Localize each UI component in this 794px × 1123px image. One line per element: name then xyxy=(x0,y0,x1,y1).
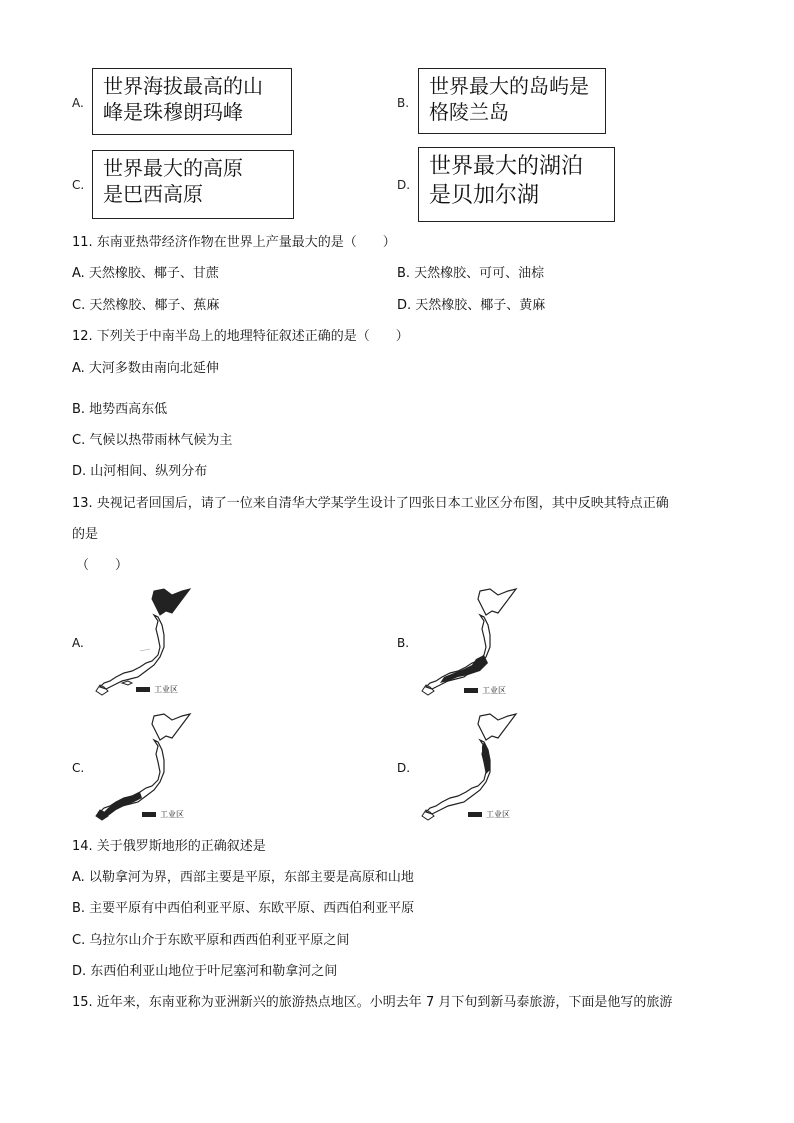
map-b-legend xyxy=(464,685,506,696)
option-b-line2: 格陵兰岛 xyxy=(429,100,509,124)
q15-stem: 15. 近年来，东南亚称为亚洲新兴的旅游热点地区。小明去年 7 月下旬到新马泰旅游，下面是他写的旅游 xyxy=(72,995,673,1010)
map-b-legend-label: 工业区 xyxy=(482,686,506,695)
map-a-legend-label: 工业区 xyxy=(154,685,178,694)
japan-map-d xyxy=(418,710,528,822)
map-c-legend-label: 工业区 xyxy=(160,810,184,819)
q14-option-d[interactable]: D. 东西伯利亚山地位于叶尼塞河和勒拿河之间 xyxy=(72,964,338,979)
q14-stem: 14. 关于俄罗斯地形的正确叙述是 xyxy=(72,839,266,854)
option-c-box[interactable] xyxy=(92,150,294,219)
option-d-letter: D. xyxy=(397,178,411,192)
q14-option-a[interactable]: A. 以勒拿河为界，西部主要是平原，东部主要是高原和山地 xyxy=(72,870,414,885)
q12-option-d[interactable]: D. 山河相间、纵列分布 xyxy=(72,464,208,479)
q11-option-a[interactable]: A. 天然橡胶、椰子、甘蔗 xyxy=(72,266,219,281)
q11-stem: 11. 东南亚热带经济作物在世界上产量最大的是（ ） xyxy=(72,235,396,250)
q12-option-a[interactable]: A. 大河多数由南向北延伸 xyxy=(72,361,219,376)
map-c-legend xyxy=(142,809,184,820)
map-a-letter: A. xyxy=(72,636,84,650)
q13-stem-line2: 的是 xyxy=(72,527,99,542)
option-a-box[interactable] xyxy=(92,68,292,135)
option-c-letter: C. xyxy=(72,178,85,192)
map-d-legend-label: 工业区 xyxy=(486,810,510,819)
option-c-line2: 是巴西高原 xyxy=(103,182,203,206)
map-c-letter: C. xyxy=(72,761,85,775)
map-a-legend xyxy=(136,684,178,695)
option-a-line2: 峰是珠穆朗玛峰 xyxy=(103,100,243,124)
japan-map-c xyxy=(92,710,202,822)
option-d-line1: 世界最大的湖泊 xyxy=(429,154,584,179)
q13-stem-line3: （ ） xyxy=(76,558,129,573)
legend-swatch-icon xyxy=(464,688,478,693)
map-d-legend xyxy=(468,809,510,820)
map-d-letter: D. xyxy=(397,761,411,775)
option-b-box[interactable] xyxy=(418,68,606,134)
option-b-letter: B. xyxy=(397,96,410,110)
map-a[interactable] xyxy=(92,585,202,697)
q11-option-b[interactable]: B. 天然橡胶、可可、油棕 xyxy=(397,266,545,281)
q12-option-b[interactable]: B. 地势西高东低 xyxy=(72,402,168,417)
q14-option-b[interactable]: B. 主要平原有中西伯利亚平原、东欧平原、西西伯利亚平原 xyxy=(72,901,415,916)
option-a-line1: 世界海拔最高的山 xyxy=(103,74,263,98)
q11-option-c[interactable]: C. 天然橡胶、椰子、蕉麻 xyxy=(72,298,220,313)
option-a-letter: A. xyxy=(72,96,84,110)
japan-map-a xyxy=(92,585,202,697)
q12-stem: 12. 下列关于中南半岛上的地理特征叙述正确的是（ ） xyxy=(72,329,409,344)
map-b[interactable] xyxy=(418,585,528,697)
map-b-letter: B. xyxy=(397,636,410,650)
q14-option-c[interactable]: C. 乌拉尔山介于东欧平原和西西伯利亚平原之间 xyxy=(72,933,350,948)
q13-stem-line1: 13. 央视记者回国后，请了一位来自清华大学某学生设计了四张日本工业区分布图，其中反映其特点正确 xyxy=(72,496,669,511)
option-b-line1: 世界最大的岛屿是 xyxy=(429,74,589,98)
option-c-line1: 世界最大的高原 xyxy=(103,156,243,180)
legend-swatch-icon xyxy=(136,687,150,692)
japan-map-b xyxy=(418,585,528,697)
legend-swatch-icon xyxy=(142,812,156,817)
q12-option-c[interactable]: C. 气候以热带雨林气候为主 xyxy=(72,433,233,448)
map-c[interactable] xyxy=(92,710,202,822)
map-d[interactable] xyxy=(418,710,528,822)
legend-swatch-icon xyxy=(468,812,482,817)
option-d-box[interactable] xyxy=(418,147,615,222)
option-d-line2: 是贝加尔湖 xyxy=(429,183,540,208)
q11-option-d[interactable]: D. 天然橡胶、椰子、黄麻 xyxy=(397,298,546,313)
